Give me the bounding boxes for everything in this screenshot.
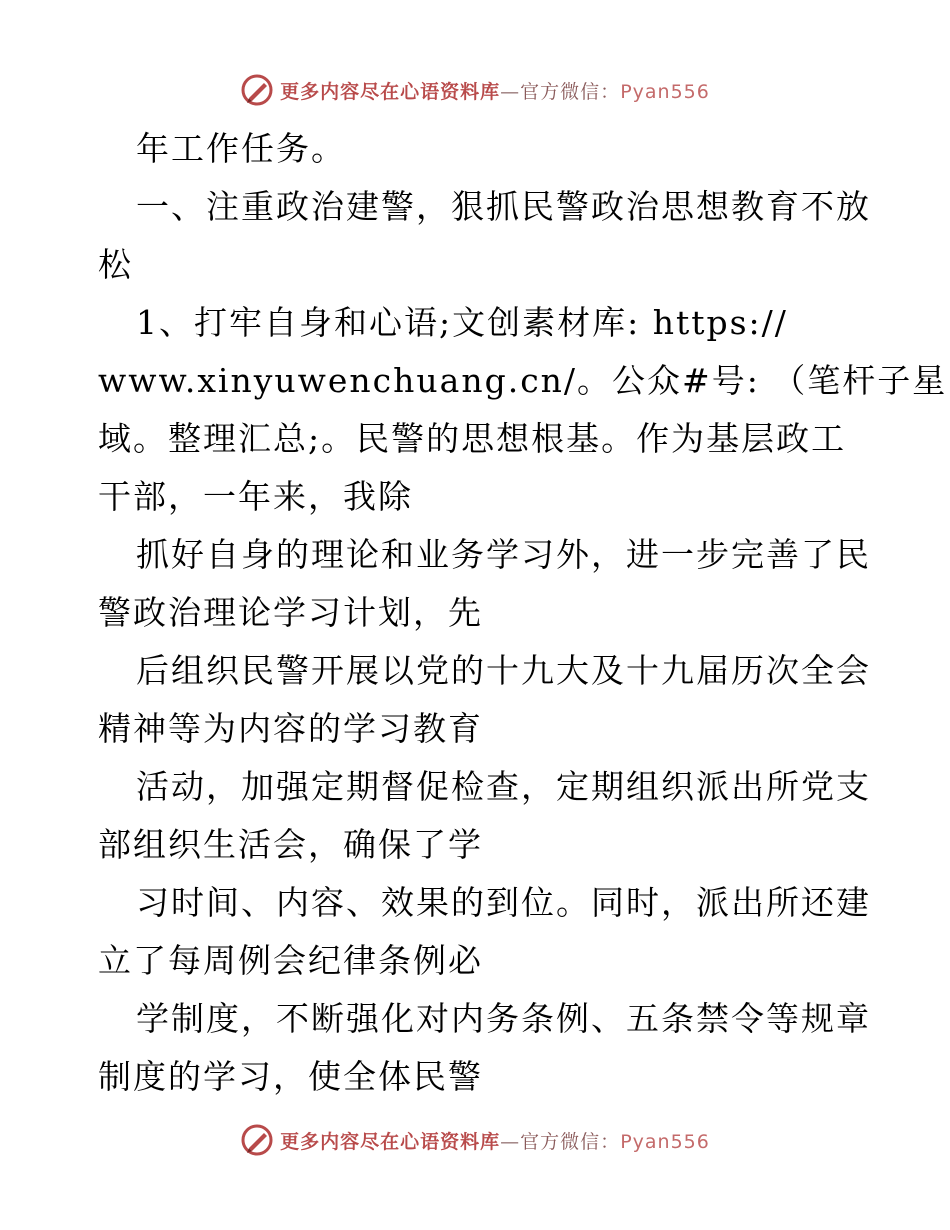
document-body — [98, 120, 948, 1106]
banner-wechat-id: Pyan556 — [620, 1130, 710, 1153]
header-banner-text — [280, 77, 710, 104]
section-heading: 一、注重政治建警，狠抓民警政治思想教育不放 — [136, 187, 871, 226]
text-line: 制度的学习，使全体民警 — [98, 1057, 483, 1096]
text-line: 学制度，不断强化对内务条例、五条禁令等规章 — [136, 999, 871, 1038]
banner-wechat-id: Pyan556 — [620, 80, 710, 103]
pen-logo-icon — [240, 1123, 274, 1157]
pen-logo-icon — [240, 73, 274, 107]
text-line: 习时间、内容、效果的到位。同时，派出所还建 — [136, 883, 871, 922]
text-line: 后组织民警开展以党的十九大及十九届历次全会 — [136, 651, 871, 690]
banner-separator: — — [500, 80, 521, 103]
text-line: 精神等为内容的学习教育 — [98, 709, 483, 748]
banner-wechat-label: 官方微信： — [520, 1130, 621, 1153]
banner-site-name: 更多内容尽在心语资料库 — [280, 80, 501, 103]
footer-banner-text — [280, 1127, 710, 1154]
text-line: 干部，一年来，我除 — [98, 477, 413, 516]
text-line: 抓好自身的理论和业务学习外，进一步完善了民 — [136, 535, 871, 574]
text-line: 松 — [98, 245, 133, 284]
text-line: 警政治理论学习计划，先 — [98, 593, 483, 632]
banner-wechat-label: 官方微信： — [520, 80, 621, 103]
text-line: 年工作任务。 — [136, 129, 346, 168]
footer-banner — [0, 1120, 950, 1160]
banner-site-name: 更多内容尽在心语资料库 — [280, 1130, 501, 1153]
text-line: www.xinyuwenchuang.cn/。公众#号: （笔杆子星 — [98, 361, 948, 400]
header-banner — [0, 70, 950, 110]
text-line: 1、打牢自身和心语;文创素材库: https:// — [136, 303, 788, 342]
banner-separator: — — [500, 1130, 521, 1153]
text-line: 部组织生活会，确保了学 — [98, 825, 483, 864]
text-line: 立了每周例会纪律条例必 — [98, 941, 483, 980]
text-line: 域。整理汇总;。民警的思想根基。作为基层政工 — [98, 419, 847, 458]
text-line: 活动，加强定期督促检查，定期组织派出所党支 — [136, 767, 871, 806]
